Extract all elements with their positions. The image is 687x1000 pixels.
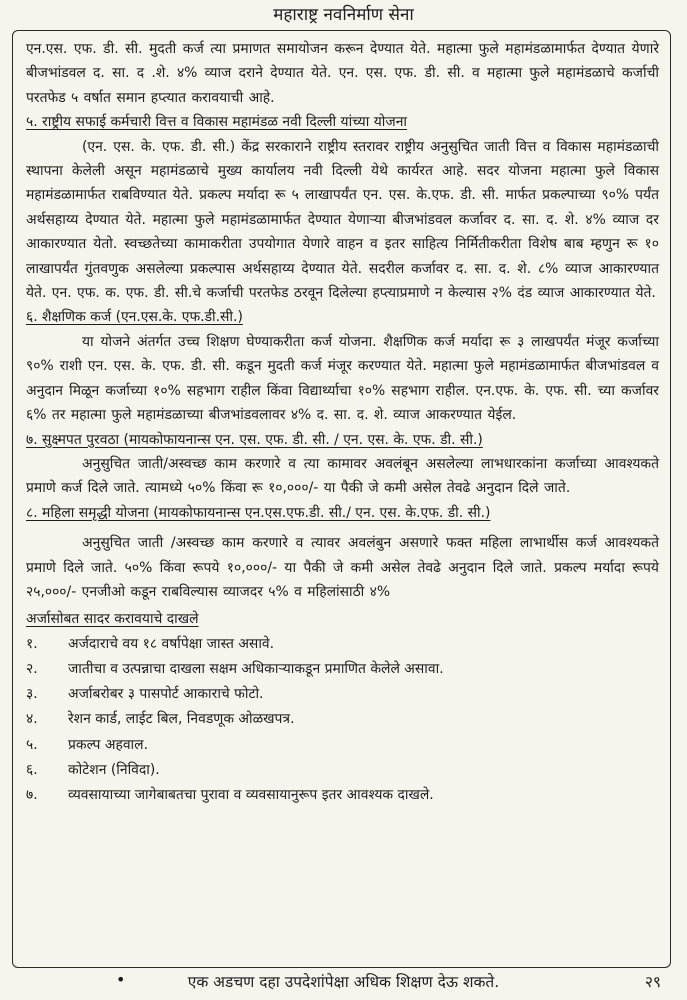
section-body-6: या योजने अंतर्गत उच्च शिक्षण घेण्याकरीता कर्ज योजना. शैक्षणिक कर्ज मर्यादा रू ३ लाखपर्यंत मंजूर कर्जाच्या ९०% राशी एन. एस. के. एफ. डी. सी. कडून मुदती कर्ज मंजूर करण्यात येते. महात्मा फुले महामंडळामार्फत बीजभांडवल व अनुदान मिळून कर्जाच्या १०% सहभाग राहील किंवा विद्यार्थ्याचा १०% सहभाग राहील. एन.एफ. के. एफ. सी. च्या कर्जावर ६% तर महात्मा फुले महामंडळाच्या बीजभांडवलावर ४% द. सा. द. शे. व्याज आकरण्यात येईल.: [26, 333, 659, 424]
footer-quote: एक अडचण दहा उपदेशांपेक्षा अधिक शिक्षण देऊ शकते.: [187, 973, 500, 991]
list-item-number: ७.: [26, 786, 38, 803]
documents-heading: अर्जासोबत सादर करावयाचे दाखले: [26, 611, 199, 628]
list-item-text: कोटेशन (निविदा).: [68, 761, 160, 778]
page-footer: [0, 970, 687, 996]
section-heading-7: ७. सुक्ष्मपत पुरवठा (मायकोफायनान्स एन. एस. एफ. डी. सी. / एन. एस. के. एफ. डी. सी.): [26, 431, 483, 448]
section-heading-5: ५. राष्ट्रीय सफाई कर्मचारी वित्त व विकास महामंडळ नवी दिल्ली यांच्या योजना: [26, 114, 408, 131]
list-item-text: रेशन कार्ड, लाईट बिल, निवडणूक ओळखपत्र.: [68, 711, 295, 728]
footer-bullet: •: [116, 970, 126, 989]
list-item-number: २.: [26, 660, 38, 677]
list-item-text: प्रकल्प अहवाल.: [68, 736, 148, 753]
list-item: [26, 632, 659, 657]
list-item: [26, 682, 659, 707]
section-body-8: अनुसुचित जाती /अस्वच्छ काम करणारे व त्यावर अवलंबुन असणारे फक्त महिला लाभार्थीस कर्ज आवश्यकते प्रमाणे दिले जाते. ५०% किंवा रूपये १०,०००/- या पैकी जे कमी असेल तेवढे अनुदान दिले जाते. प्रकल्प मर्यादा रूपये २५,०००/- एनजीओ कडून राबविल्यास व्याजदर ५% व महिलांसाठी ४%: [26, 535, 659, 600]
section-heading-8: ८. महिला समृद्धी योजना (मायकोफायनान्स एन.एस.एफ.डी. सी./ एन. एस. के.एफ. डी. सी.): [26, 504, 491, 521]
page-number: २९: [644, 973, 661, 991]
list-item-text: व्यवसायाच्या जागेबाबतचा पुरावा व व्यवसायानुरूप इतर आवश्यक दाखले.: [68, 786, 434, 803]
list-item-number: ६.: [26, 761, 38, 778]
list-item: [26, 783, 659, 808]
section-body-5: (एन. एस. के. एफ. डी. सी.) केंद्र सरकाराने राष्ट्रीय स्तरावर राष्ट्रीय अनुसुचित जाती वित्त व विकास महामंडळाची स्थापना केलेली असून महामंडळाचे मुख्य कार्यालय नवी दिल्ली येथे कार्यरत आहे. सदर योजना महात्मा फुले विकास महामंडळामार्फत राबविण्यात येते. प्रकल्प मर्यादा रू ५ लाखापर्यंत एन. एस. के.एफ. डी. सी. मार्फत प्रकल्पाच्या ९०% पर्यंत अर्थसहाय्य देण्यात येते. महात्मा फुले महामंडळामार्फत देण्यात येणाऱ्या बीजभांडवल कर्जावर द. सा. द. शे. ४% व्याज दर आकारण्यात येतो. स्वच्छतेच्या कामाकरीता उपयोगात येणारे वाहन व इतर साहित्य निर्मितीकरीता विशेष बाब म्हणुन रू १० लाखापर्यंत गुंतवणुक असलेल्या प्रकल्पास अर्थसहाय्य देण्यात येते. सदरील कर्जावर द. सा. द. शे. ८% व्याज आकारण्यात येते. एन. एफ. क. एफ. डी. सी.चे कर्जाची परतफेड ठरवून दिलेल्या हप्त्याप्रमाणे न केल्यास २% दंड व्याज आकारण्यात येते.: [26, 138, 659, 302]
list-item: [26, 707, 659, 732]
section-heading-6: ६. शैक्षणिक कर्ज (एन.एस.के. एफ.डी.सी.): [26, 309, 243, 326]
section-body-7: अनुसुचित जाती/अस्वच्छ काम करणारे व त्या कामावर अवलंबून असलेल्या लाभधारकांना कर्जाच्या आवश्यकते प्रमाणे कर्ज दिले जाते. त्यामध्ये ५०% किंवा रू १०,०००/- या पैकी जे कमी असेल तेवढे अनुदान दिले जाते.: [26, 455, 659, 497]
list-item-text: जातीचा व उत्पन्नाचा दाखला सक्षम अधिकाऱ्याकडून प्रमाणित केलेले असावा.: [68, 660, 444, 677]
list-item: [26, 657, 659, 682]
page-header-title: महाराष्ट्र नवनिर्माण सेना: [273, 5, 414, 25]
list-item-number: ४.: [26, 711, 38, 728]
list-item-number: १.: [26, 635, 38, 652]
list-item-text: अर्जदाराचे वय १८ वर्षापेक्षा जास्त असावे.: [68, 635, 275, 652]
list-item: [26, 733, 659, 758]
list-item-number: ५.: [26, 736, 38, 753]
documents-list: [26, 632, 659, 808]
content-frame: [12, 30, 671, 968]
list-item: [26, 758, 659, 783]
list-item-number: ३.: [26, 686, 38, 703]
intro-paragraph: एन.एस. एफ. डी. सी. मुदती कर्ज त्या प्रमाणत समायोजन करून देण्यात येते. महात्मा फुले महामंडळामार्फत देण्यात येणारे बीजभांडवल द. सा. द .शे. ४% व्याज दराने देण्यात येते. एन. एस. एफ. डी. सी. व महात्मा फुले महामंडळाचे कर्जाची परतफेड ५ वर्षात समान हप्त्यात करावयाची आहे.: [26, 41, 659, 106]
list-item-text: अर्जाबरोबर ३ पासपोर्ट आकाराचे फोटो.: [68, 686, 264, 703]
